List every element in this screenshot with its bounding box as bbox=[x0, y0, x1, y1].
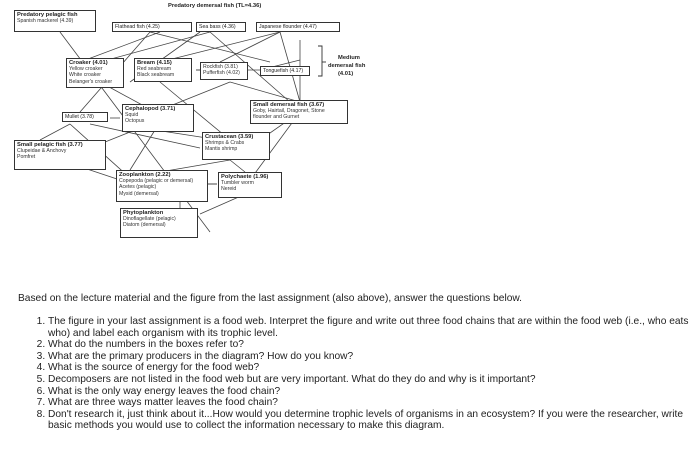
small-demersal-fish-box bbox=[250, 100, 348, 124]
phytoplankton-title: Phytoplankton bbox=[123, 210, 164, 216]
small-demersal-fish-title: Small demersal fish (3.67) bbox=[253, 102, 325, 108]
tonguefish-label: Tonguefish (4.17) bbox=[263, 68, 304, 74]
small-demersal-species-1: Goby, Hairtail, Dragonet, Stone bbox=[253, 108, 325, 115]
bream-box bbox=[134, 58, 192, 82]
squid-label: Squid bbox=[125, 112, 139, 119]
question-item: 4. What is the source of energy for the food web? bbox=[48, 362, 698, 374]
white-croaker-label: White croaker bbox=[69, 72, 101, 79]
predatory-demersal-fish-title: Predatory demersal fish (TL=4.36) bbox=[168, 3, 262, 9]
belangers-croaker-label: Belanger's croaker bbox=[69, 78, 113, 85]
crustacean-box bbox=[202, 132, 270, 160]
crustacean-title: Crustacean (3.59) bbox=[205, 134, 254, 140]
question-item: 1. The figure in your last assignment is a food web. Interpret the figure and write out three food chains that are within the food web (i.e., who eats who) and label each organism with its trophic level. bbox=[48, 316, 698, 339]
assignment-intro: Based on the lecture material and the figure from the last assignment (also above), answer the questions below. bbox=[18, 293, 522, 304]
polychaete-box bbox=[218, 172, 282, 198]
nereid-label: Nereid bbox=[221, 186, 237, 193]
medium-demersal-label-2: demersal fish bbox=[328, 63, 366, 69]
pufferfish-label: Pufferfish (4.02) bbox=[203, 70, 240, 77]
predatory-pelagic-fish-title: Predatory pelagic fish bbox=[17, 12, 78, 18]
spanish-mackerel-label: Spanish mackerel (4.39) bbox=[17, 18, 74, 25]
mantis-shrimp-label: Mantis shrimp bbox=[205, 146, 238, 153]
question-item: 2. What do the numbers in the boxes refer to? bbox=[48, 339, 698, 351]
yellow-croaker-label: Yellow croaker bbox=[69, 66, 103, 73]
cephalopod-title: Cephalopod (3.71) bbox=[125, 106, 176, 112]
croaker-title: Croaker (4.01) bbox=[69, 60, 108, 66]
japanese-flounder-box bbox=[256, 22, 340, 32]
zooplankton-box bbox=[116, 170, 208, 202]
japanese-flounder-label: Japanese flounder (4.47) bbox=[259, 24, 317, 30]
medium-demersal-label-1: Medium bbox=[338, 55, 360, 61]
polychaete-title: Polychaete (1.96) bbox=[221, 174, 269, 180]
question-item: 7. What are three ways matter leaves the food chain? bbox=[48, 397, 698, 409]
red-seabream-label: Red seabream bbox=[137, 66, 172, 73]
question-list bbox=[18, 316, 698, 432]
question-item: 6. What is the only way energy leaves the food chain? bbox=[48, 386, 698, 398]
question-item: 5. Decomposers are not listed in the food web but are very important. What do they do and why is it important? bbox=[48, 374, 698, 386]
octopus-label: Octopus bbox=[125, 118, 145, 125]
cephalopod-box bbox=[122, 104, 194, 132]
mullet-label: Mullet (3.78) bbox=[65, 114, 94, 120]
predatory-pelagic-fish-box bbox=[14, 10, 96, 32]
small-pelagic-fish-title: Small pelagic fish (3.77) bbox=[17, 142, 83, 148]
shrimps-crabs-label: Shrimps & Crabs bbox=[205, 140, 245, 147]
mullet-box bbox=[62, 112, 108, 122]
sea-bass-box bbox=[196, 22, 246, 32]
rockfish-box bbox=[200, 62, 248, 80]
diatom-label: Diatom (demersal) bbox=[123, 222, 166, 229]
acetes-label: Acetes (pelagic) bbox=[119, 184, 157, 191]
croaker-box bbox=[66, 58, 124, 88]
small-pelagic-fish-box bbox=[14, 140, 106, 170]
question-item: 8. Don't research it, just think about it...How would you determine trophic levels of organisms in an ecosystem? If you were the researcher, write basic methods you would use to collect the information necessary to make this diagram. bbox=[48, 409, 698, 432]
pomfret-label: Pomfret bbox=[17, 154, 36, 161]
clupeidae-anchovy-label: Clupeidae & Anchovy bbox=[17, 148, 67, 155]
tonguefish-box bbox=[260, 66, 310, 76]
copepoda-label: Copepoda (pelagic or demersal) bbox=[119, 178, 194, 185]
dinoflagellate-label: Dinoflagellate (pelagic) bbox=[123, 216, 176, 223]
question-item: 3. What are the primary producers in the diagram? How do you know? bbox=[48, 351, 698, 363]
tumbler-worm-label: Tumbler worm bbox=[221, 180, 254, 187]
phytoplankton-box bbox=[120, 208, 198, 238]
small-demersal-species-2: flounder and Gurnet bbox=[253, 114, 300, 121]
mysid-label: Mysid (demersal) bbox=[119, 190, 159, 197]
flathead-fish-box bbox=[112, 22, 192, 32]
flathead-fish-label: Flathead fish (4.25) bbox=[115, 24, 160, 30]
black-seabream-label: Black seabream bbox=[137, 72, 175, 79]
zooplankton-title: Zooplankton (2.22) bbox=[119, 172, 171, 178]
medium-demersal-label-3: (4.01) bbox=[338, 71, 354, 77]
sea-bass-label: Sea bass (4.36) bbox=[199, 24, 236, 30]
bream-title: Bream (4.15) bbox=[137, 60, 172, 66]
rockfish-label: Rockfish (3.81) bbox=[203, 64, 238, 70]
